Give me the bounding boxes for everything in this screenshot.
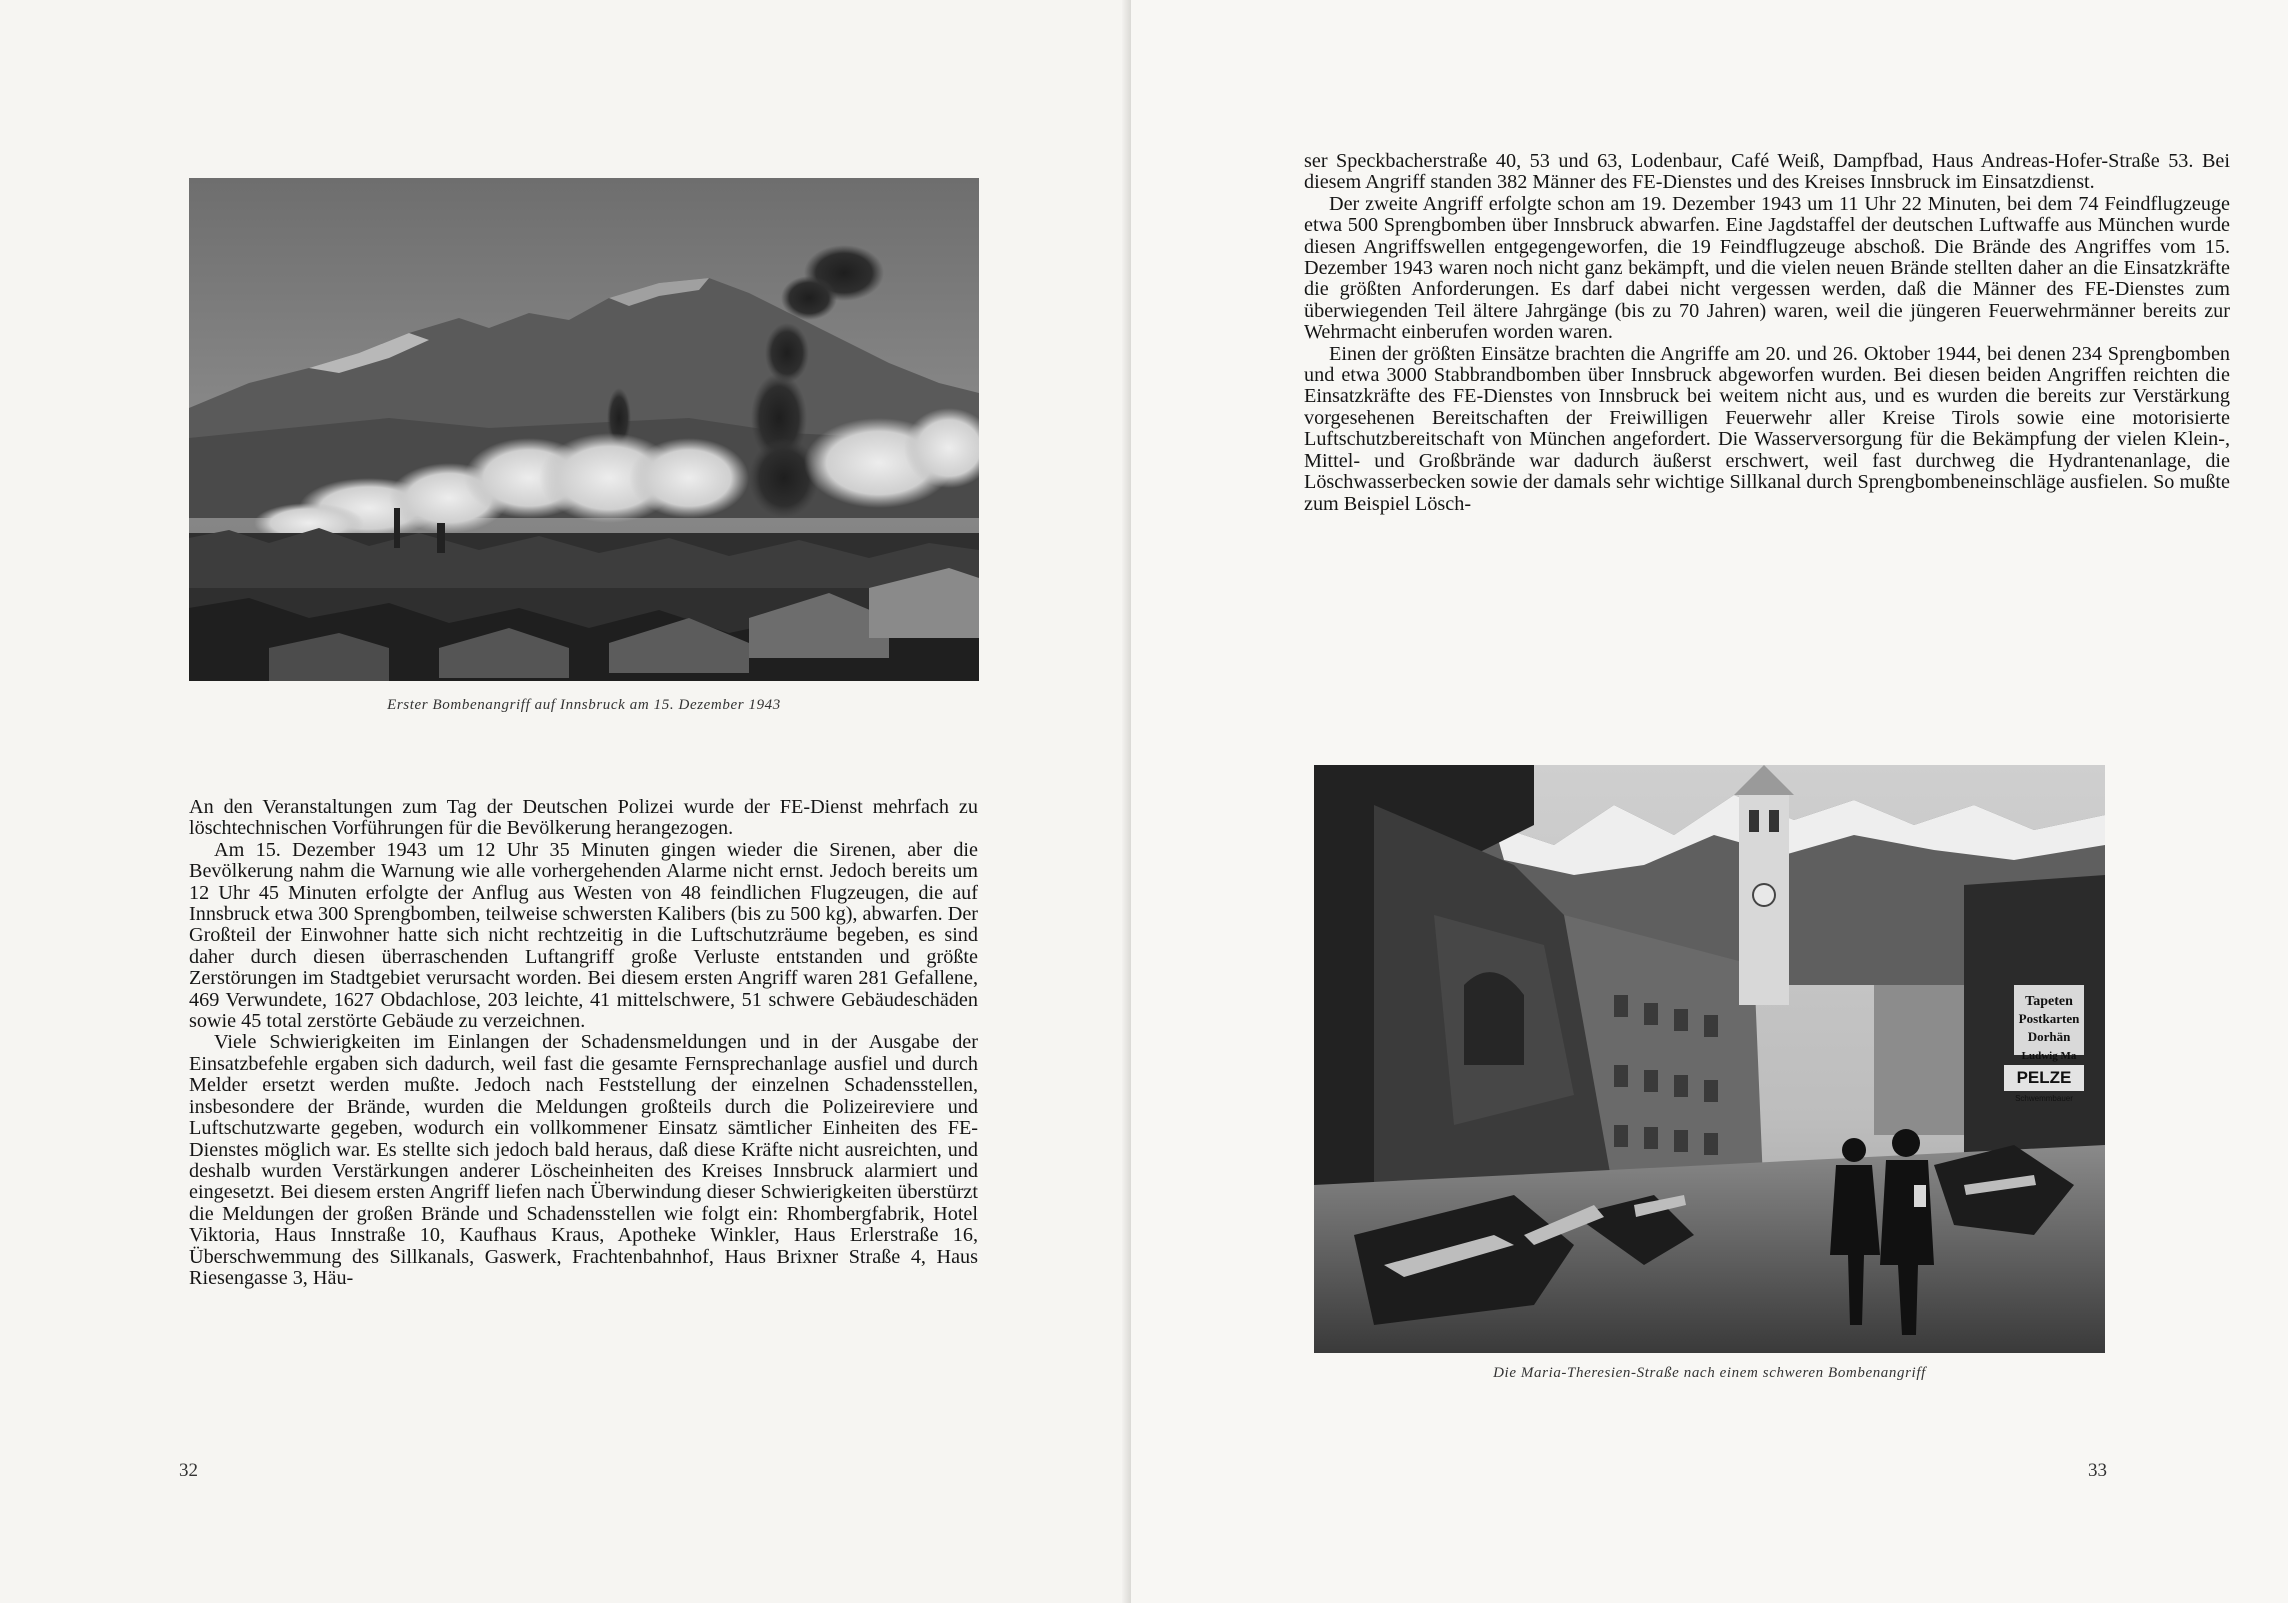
street-damage-photo-illustration	[1314, 765, 2105, 1353]
shop-sign-text: Schwemmbauer	[2015, 1094, 2073, 1103]
paragraph: An den Veranstaltungen zum Tag der Deutschen Polizei wurde der FE-Dienst mehrfach zu löschtechnischen Vorführungen für die Bevölkerung herangezogen.	[189, 796, 978, 840]
street-damage-photo	[1314, 765, 2105, 1353]
photo-caption: Erster Bombenangriff auf Innsbruck am 15. Dezember 1943	[387, 697, 781, 713]
bombing-photo	[189, 178, 979, 681]
paragraph: Am 15. Dezember 1943 um 12 Uhr 35 Minuten gingen wieder die Sirenen, aber die Bevölkerung nahm die Warnung wie alle vorhergehenden Alarme nicht ernst. Jedoch bereits um 12 Uhr 45 Minuten erfolgte der Anflug aus Westen von 48 feindlichen Flugzeugen, die auf Innsbruck etwa 300 Sprengbomben, teilweise schwersten Kalibers (bis zu 500 kg), abwarfen. Der Großteil der Einwohner hatte sich nicht rechtzeitig in die Luftschutzräume begeben, es sind daher durch diesen überraschenden Luftangriff große Verluste entstanden und größte Zerstörungen im Stadtgebiet verursacht worden. Bei diesem ersten Angriff waren 281 Gefallene, 469 Verwundete, 1627 Obdachlose, 203 leichte, 41 mittelschwere, 51 schwere Gebäudeschäden sowie 45 total zerstörte Gebäude zu verzeichnen.	[189, 838, 978, 1033]
right-page	[1131, 0, 2288, 1603]
left-page	[0, 0, 1131, 1603]
bombing-photo-illustration	[189, 178, 979, 681]
right-body-text	[1304, 151, 2230, 515]
shop-sign-text: Postkarten	[2018, 1011, 2080, 1026]
shop-sign-text: Dorhän	[2027, 1029, 2071, 1044]
left-body-text	[189, 797, 978, 1289]
shop-sign-text: Ludwig Ma	[2021, 1050, 2077, 1062]
paragraph: Viele Schwierigkeiten im Einlangen der Schadensmeldungen und in der Ausgabe der Einsatzbefehle ergaben sich dadurch, weil fast die gesamte Fernsprechanlage ausfiel und durch Melder ersetzt werden mußte. Jedoch nach Feststellung der einzelnen Schadensstellen, insbesondere der Brände, wurden die Meldungen großteils durch die Polizeireviere und Luftschutzwarte gegeben, wodurch ein vollkommener Einsatz sämtlicher Einheiten des FE-Dienstes möglich war. Es stellte sich jedoch bald heraus, daß diese Kräfte nicht ausreichten, und deshalb wurden Verstärkungen anderer Löscheinheiten des Kreises Innsbruck alarmiert und eingesetzt. Bei diesem ersten Angriff liefen nach Überwindung dieser Schwierigkeiten überstürzt die Meldungen der großen Brände und Schadensstellen wie folgt ein: Rhombergfabrik, Hotel Viktoria, Haus Innstraße 10, Kaufhaus Kraus, Apotheke Winkler, Haus Erlerstraße 16, Überschwemmung des Sillkanals, Gaswerk, Frachtenbahnhof, Haus Brixner Straße 4, Haus Riesengasse 3, Häu-	[189, 1031, 978, 1289]
paragraph: ser Speckbacherstraße 40, 53 und 63, Lodenbaur, Café Weiß, Dampfbad, Haus Andreas-Hofer-Straße 53. Bei diesem Angriff standen 382 Männer des FE-Dienstes und des Kreises Innsbruck im Einsatzdienst.	[1304, 150, 2230, 194]
shop-sign-text: Tapeten	[2025, 994, 2073, 1009]
page-number: 32	[179, 1460, 198, 1481]
paragraph: Einen der größten Einsätze brachten die Angriffe am 20. und 26. Oktober 1944, bei denen 234 Sprengbomben und etwa 3000 Stabbrandbomben über Innsbruck abgeworfen wurden. Bei diesen beiden Angriffen reichten die Einsatzkräfte des FE-Dienstes von Innsbruck bei weitem nicht aus, und es wurden die bereits zur Verstärkung vorgesehenen Bereitschaften der Freiwilligen Feuerwehr aller Kreise Tirols sowie eine motorisierte Luftschutzbereitschaft von München angefordert. Die Wasserversorgung für die Bekämpfung der vielen Klein-, Mittel- und Großbrände war dadurch äußerst erschwert, weil fast durchweg die Hydrantenanlage, die Löschwasserbecken sowie der damals sehr wichtige Sillkanal durch Sprengbombeneinschläge ausfielen. So mußte zum Beispiel Lösch-	[1304, 342, 2230, 515]
page-number: 33	[2088, 1460, 2107, 1481]
paragraph: Der zweite Angriff erfolgte schon am 19. Dezember 1943 um 11 Uhr 22 Minuten, bei dem 74 Feindflugzeuge etwa 500 Sprengbomben über Innsbruck abwarfen. Eine Jagdstaffel der deutschen Luftwaffe aus München wurde diesen Angriffswellen entgegengeworfen, die 19 Feindflugzeuge abschoß. Die Brände des Angriffes vom 15. Dezember 1943 waren noch nicht ganz bekämpft, und die vielen neuen Brände stellten daher an die Einsatzkräfte die größten Anforderungen. Es darf dabei nicht vergessen werden, daß die Männer des FE-Dienstes zum überwiegenden Teil ältere Jahrgänge (bis zu 70 Jahren) waren, weil die jüngeren Feuerwehrmänner bereits zur Wehrmacht einberufen worden waren.	[1304, 192, 2230, 344]
photo-caption: Die Maria-Theresien-Straße nach einem schweren Bombenangriff	[1493, 1365, 1926, 1381]
shop-sign-text: PELZE	[2016, 1068, 2072, 1087]
